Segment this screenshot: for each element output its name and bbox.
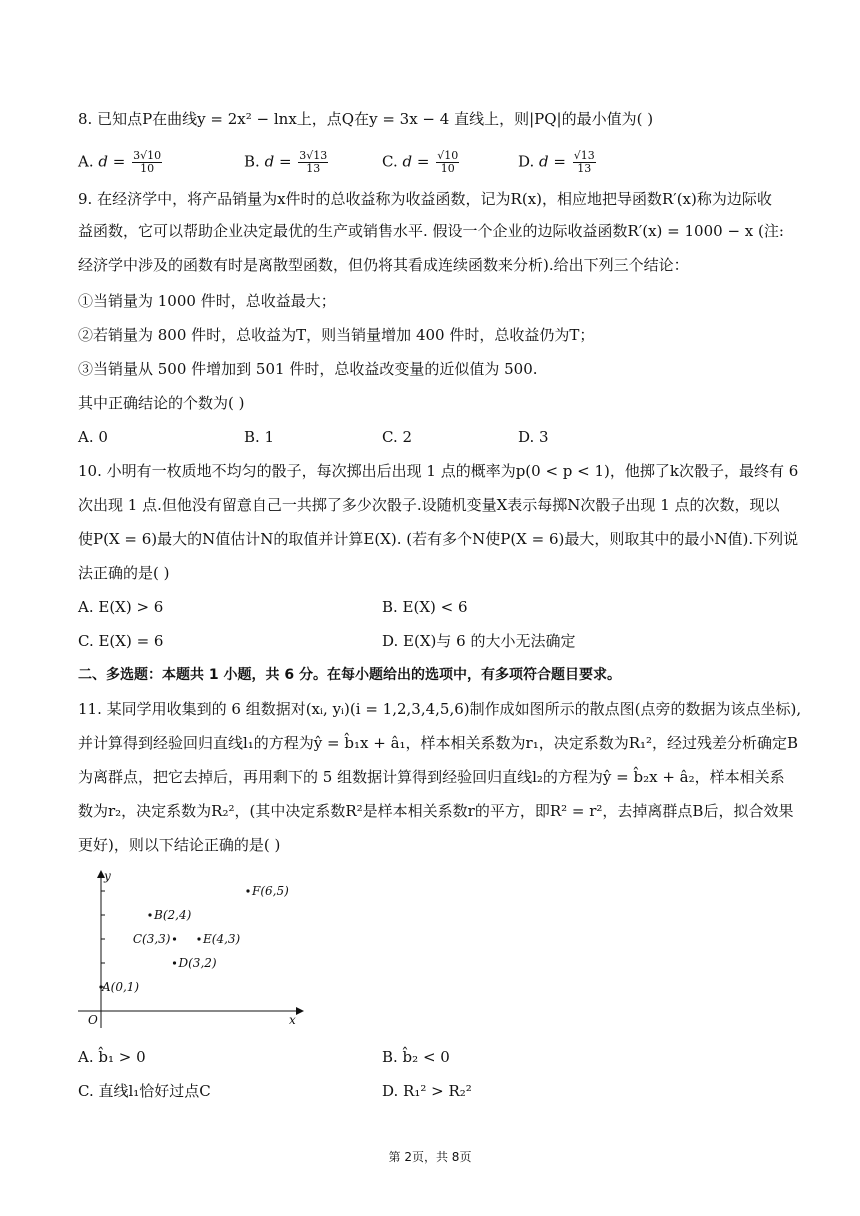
q10-option-c: C. E(X) = 6 <box>78 632 164 650</box>
q11-line-1: 11. 某同学用收集到的 6 组数据对(xᵢ, yᵢ)(i = 1,2,3,4,5,6)制作成如图所示的散点图(点旁的数据为该点坐标), <box>78 700 802 718</box>
q11-option-a: A. b̂₁ > 0 <box>78 1048 146 1066</box>
q9-option-d: D. 3 <box>518 428 549 446</box>
point-label-c: C(3,3) <box>132 932 171 946</box>
q11-line-2: 并计算得到经验回归直线l₁的方程为ŷ = b̂₁x + â₁，样本相关系数为r₁，决定系数为R₁²，经过残差分析确定B <box>78 734 799 752</box>
q11-line-5: 更好)，则以下结论正确的是( ) <box>78 836 281 854</box>
q10-option-b: B. E(X) < 6 <box>382 598 468 616</box>
q11-option-d: D. R₁² > R₂² <box>382 1082 472 1100</box>
q11-option-b: B. b̂₂ < 0 <box>382 1048 450 1066</box>
q9-option-a: A. 0 <box>78 428 108 446</box>
origin-label: O <box>88 1013 98 1027</box>
q11-line-3: 为离群点，把它去掉后，再用剩下的 5 组数据计算得到经验回归直线l₂的方程为ŷ = b̂₂x + â₂，样本相关系 <box>78 768 785 786</box>
q9-line-6: ③当销量从 500 件增加到 501 件时，总收益改变量的近似值为 500. <box>78 360 538 378</box>
q9-line-3: 经济学中涉及的函数有时是离散型函数，但仍将其看成连续函数来分析).给出下列三个结论： <box>78 256 689 274</box>
q8-option-c: C. d = $\frac{√10}{10}$ <box>382 149 459 175</box>
scatter-point-f <box>246 889 249 892</box>
point-label-e: E(4,3) <box>203 932 241 946</box>
q9-line-7: 其中正确结论的个数为( ) <box>78 394 245 412</box>
q9-option-b: B. 1 <box>244 428 275 446</box>
y-axis-label: y <box>104 869 111 883</box>
scatter-point-b <box>148 913 151 916</box>
point-label-d: D(3,2) <box>178 956 217 970</box>
q8-option-a: A. d = $\frac{3√10}{10}$ <box>78 149 162 175</box>
q10-line-2: 次出现 1 点.但他没有留意自己一共掷了多少次骰子.设随机变量X表示每掷N次骰子出现 1 点的次数，现以 <box>78 496 780 514</box>
scatter-point-e <box>197 937 200 940</box>
q9-line-5: ②若销量为 800 件时，总收益为T，则当销量增加 400 件时，总收益仍为T； <box>78 326 595 344</box>
q8-option-d: D. d = $\frac{√13}{13}$ <box>518 149 595 175</box>
scatter-point-d <box>173 961 176 964</box>
x-axis-arrow <box>296 1007 304 1015</box>
q10-option-d: D. E(X)与 6 的大小无法确定 <box>382 632 576 650</box>
q9-line-2: 益函数，它可以帮助企业决定最优的生产或销售水平. 假设一个企业的边际收益函数R′(x) = 1000 − x (注: <box>78 222 784 240</box>
x-axis-label: x <box>289 1013 296 1027</box>
q9-line-4: ①当销量为 1000 件时，总收益最大； <box>78 292 336 310</box>
point-label-a: A(0,1) <box>102 980 140 994</box>
q10-line-3: 使P(X = 6)最大的N值估计N的取值并计算E(X). (若有多个N使P(X = 6)最大，则取其中的最小N值).下列说 <box>78 530 799 548</box>
q9-option-c: C. 2 <box>382 428 413 446</box>
page-footer: 第 2页，共 8页 <box>388 1150 472 1164</box>
q11-line-4: 数为r₂，决定系数为R₂²，(其中决定系数R²是样本相关系数r的平方，即R² = r²，去掉离群点B后，拟合效果 <box>78 802 794 820</box>
q8-option-b: B. d = $\frac{3√13}{13}$ <box>244 149 328 175</box>
q10-line-1: 10. 小明有一枚质地不均匀的骰子，每次掷出后出现 1 点的概率为p(0 < p < 1)，他掷了k次骰子，最终有 6 <box>78 462 799 480</box>
section-heading-multi-choice: 二、多选题：本题共 1 小题，共 6 分。在每小题给出的选项中，有多项符合题目要求。 <box>78 667 621 683</box>
point-label-f: F(6,5) <box>252 884 289 898</box>
point-label-b: B(2,4) <box>154 908 192 922</box>
q10-line-4: 法正确的是( ) <box>78 564 170 582</box>
q10-option-a: A. E(X) > 6 <box>78 598 164 616</box>
q8-stem: 8. 已知点P在曲线y = 2x² − lnx上，点Q在y = 3x − 4 直线上，则|PQ|的最小值为( ) <box>78 110 654 128</box>
q9-line-1: 9. 在经济学中，将产品销量为x件时的总收益称为收益函数，记为R(x)，相应地把导函数R′(x)称为边际收 <box>78 190 772 208</box>
q11-option-c: C. 直线l₁恰好过点C <box>78 1082 211 1100</box>
scatter-plot <box>74 866 314 1031</box>
scatter-point-c <box>173 937 176 940</box>
